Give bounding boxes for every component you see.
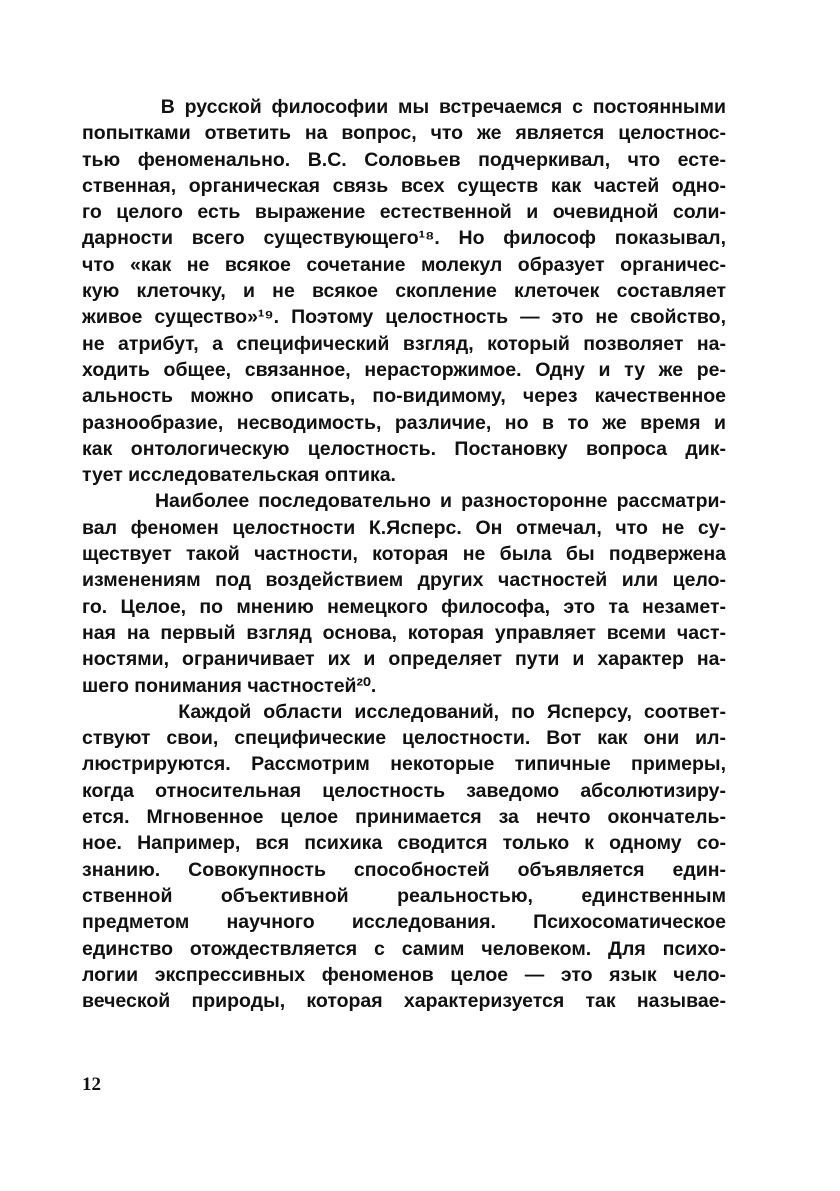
text-line: попытками ответить на вопрос, что же является целостнос- bbox=[82, 122, 726, 145]
text-line: ное. Например, вся психика сводится только к одному со- bbox=[82, 832, 726, 855]
text-line: кую клеточку, и не всякое скопление клеточек составляет bbox=[82, 280, 726, 303]
text-line: шего понимания частностей²⁰. bbox=[82, 674, 377, 697]
text-line: ходить общее, связанное, нерасторжимое. Одну и ту же ре- bbox=[82, 358, 726, 381]
text-line: живое существо»¹⁹. Поэтому целостность — это не свойство, bbox=[82, 306, 726, 329]
page-number: 12 bbox=[82, 1074, 101, 1095]
text-line: В русской философии мы встречаемся с постоянными bbox=[82, 96, 726, 118]
text-line: люстрируются. Рассмотрим некоторые типичные примеры, bbox=[82, 753, 726, 776]
text-line: вал феномен целостности К.Ясперс. Он отмечал, что не су- bbox=[82, 516, 726, 539]
text-line: альность можно описать, по-видимому, через качественное bbox=[82, 385, 726, 408]
body-text bbox=[82, 94, 726, 1014]
text-line: логии экспрессивных феноменов целое — это язык чело- bbox=[82, 963, 726, 986]
text-line: веческой природы, которая характеризуется так называе- bbox=[82, 990, 726, 1013]
text-line: тует исследовательская оптика. bbox=[82, 464, 396, 487]
text-line: ная на первый взгляд основа, которая управляет всеми част- bbox=[82, 621, 726, 644]
text-line: когда относительная целостность заведомо абсолютизиру- bbox=[82, 779, 726, 802]
text-line: разнообразие, несводимость, различие, но в то же время и bbox=[82, 411, 726, 434]
text-line: не атрибут, а специфический взгляд, который позволяет на- bbox=[82, 332, 726, 355]
text-line: изменениям под воздействием других частностей или цело- bbox=[82, 569, 726, 592]
text-line: дарности всего существующего¹⁸. Но философ показывал, bbox=[82, 227, 726, 250]
text-line: ностями, ограничивает их и определяет пути и характер на- bbox=[82, 648, 726, 671]
text-line: ществует такой частности, которая не была бы подвержена bbox=[82, 543, 726, 566]
text-line: ственной объективной реальностью, единственным bbox=[82, 884, 726, 907]
text-line: ственная, органическая связь всех существ как частей одно- bbox=[82, 174, 726, 197]
text-line: го. Целое, по мнению немецкого философа, это та незамет- bbox=[82, 595, 726, 618]
text-line: что «как не всякое сочетание молекул образует органичес- bbox=[82, 253, 726, 276]
text-line: единство отождествляется с самим человеком. Для психо- bbox=[82, 937, 726, 960]
text-line: го целого есть выражение естественной и очевидной соли- bbox=[82, 201, 726, 224]
text-line: предметом научного исследования. Психосоматическое bbox=[82, 911, 726, 934]
text-line: ется. Мгновенное целое принимается за нечто окончатель- bbox=[82, 806, 726, 829]
text-line: ствуют свои, специфические целостности. Вот как они ил- bbox=[82, 727, 726, 750]
text-line: как онтологическую целостность. Постановку вопроса дик- bbox=[82, 437, 726, 460]
text-line: Каждой области исследований, по Ясперсу, соответ- bbox=[82, 700, 726, 723]
text-line: Наиболее последовательно и разносторонне рассматри- bbox=[82, 490, 726, 513]
text-line: знанию. Совокупность способностей объявляется един- bbox=[82, 858, 726, 881]
text-line: тью феноменально. В.С. Соловьев подчеркивал, что есте- bbox=[82, 148, 726, 171]
